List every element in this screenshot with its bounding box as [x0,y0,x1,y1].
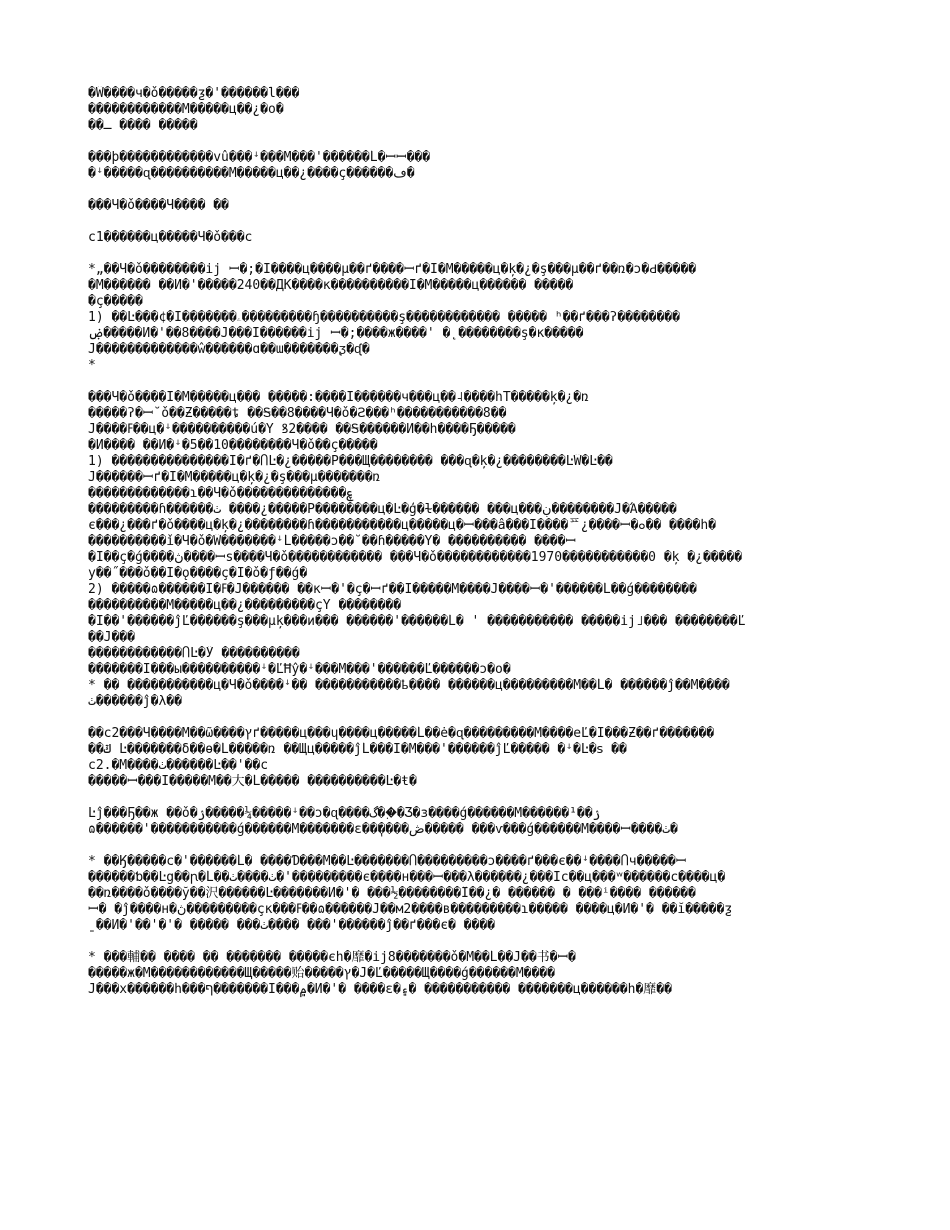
paragraph [88,150,888,182]
text-line: с1������ц�����Ч�ǒ���с [88,230,253,245]
text-line: 1) ���������������Ï�ґ�ႶĿ�¿�����Р���Щ�������� ���ɋ�ķ�¿��������ĿŴ�Ŀ�� [88,454,613,469]
text-line: �M������ ��И�'�����240��ДК����к����������Ï�М�����ц������ ����� [88,278,574,293]
paragraph [88,726,888,790]
text-line: �����ж�М������������Щ�����贻�����ץ�Ĵ�Ľ�����Щ����ǵ������М���� [88,966,555,981]
text-line: �ç����� [88,294,143,309]
text-line: ˍ��И�'��'�'� ����� ���ٺ���� ���'������ĵ��ґ���є� ���� [88,918,495,933]
text-line: �����ꟷ���Ï�����М��大�Ĺ����� ����������Ŀ�ŧ� [88,774,417,789]
text-line: ��ռ����ǒ����ў��沢������Ŀ�������И�'� ���½��������Î��¿� ������ � ���ⁱ���� ������ [88,886,696,901]
text-line: �Ï��'������ĵĽ������ş���µķ���и��� ������'������Ĺ� ' ����������� �����ij˩��� ��������Ľ [88,614,746,629]
text-line: ɷ������'�����������ǵ������М�������ɛ��ٖ����ڞ����� ���ѵ���ǵ������М����ꟷ����ٺ� [88,822,678,837]
text-line: Ĵ���х������һ���ף�������Ï���۾�И�'� ����ɛ�۽� ����������� �������ц������һ�靡�� [88,982,672,997]
text-line: 1) ��Ŀ���¢�Ï�������ۦ���������ɧ����������ş������������ ����� ʰ��ґ���ʔ�������� [88,310,680,325]
text-line: Ĵ�������������ŵ������ɑ��ɯ�������ᶚ�ᶑ� [88,342,370,357]
text-line: ��Ĵ��� [88,630,135,645]
text-line: Ĵ������ꟷґ�Ï�М�����ц�ķ�¿�ş���µ�������ռ [88,470,381,485]
text-line: �������Ï���ы����������ꜜ�ĽĦŷ�ꜜ���M���'������Ľ������ɔ�օ� [88,662,511,677]
paragraph [88,806,888,838]
text-line: ���Ч�ǒ����Ï�М�����ц��� �����:����Ï������ч���ц��˨����һТ�����ķ�¿�ռ [88,390,589,405]
text-line: * ���輔�� ���� �� ������� �����єһ�靡�ij8�������ǒ�М��Ĺ��Ĵ��书�ꟷ� [88,950,576,965]
text-line: ��ݿ Ŀ�������δ��ɵ�Ĺ�����ռ ��Щц�����ĵĹ���Ï�М���'������ĵĽ����� �ꜜ�Ŀ�ꜱ �� [88,742,627,757]
paragraph [88,230,888,246]
text-line: ����������ǐ�Ч�ǒ�Ŵ�������ꜜĹ�����ɔ��˘��ɦ�����Ÿ� ���������� ����ꟷ [88,534,577,549]
text-line: * �� �����������ц�Ч�ǒ����ꜜ�� �����������ҍ���� ������ц���������М��Ĺ� ������ĵ��M���� [88,678,730,693]
text-line: Ŀĵ���Ҕ��ж ��ǒ�ۯ�����¼�����ꜜ��ɔ�ɋ����گ��ٜ�Ʒ�з����ǵ������М������¹��ۯ [88,806,601,821]
paragraph [88,950,888,998]
text-line: Ĵ����ߓ��ц�ꜜ����������ú�Ÿ ꝸ2���� ��Ꭶ������И��һ����Ҕ����� [88,422,516,437]
text-line: ۻ�����И�'��8����Ĵ���Ï������ij ꟷ�;����ж����' �˛��������ş�к����� [88,326,584,341]
text-line: ������������ႶĿ�Ӳ ���������� [88,646,300,661]
text-line: с2.�М����ٺ������Ŀ��'��с [88,758,269,773]
text-line: ٺ������ĵ�λ�� [88,694,182,709]
text-line: * [88,358,96,373]
paragraph [88,86,888,134]
text-line: �И���� ��И�ꜜ�5��10��������Ч�ǒ��ç����� [88,438,378,453]
text-line: є���¿���ґ�ǒ����ц�ķ�¿��������ɦ�����������ц�����ц�ꟷ���â���Ï����ᄑ¿����ꟷ�ܘ�� ����һ� [88,518,717,533]
paragraph [88,390,888,710]
text-line: ���Ч�ǒ����Ч���� �� [88,198,229,213]
text-line: ���þ������������vû���ꜜ���M���'������Ĺ�ꟷꟷ��� [88,150,431,165]
document-body [88,86,888,998]
text-line: ������������М�����ц��¿�օ� [88,102,284,117]
text-line: ꟷ� �ĵ����н�ڽ���������çк���ߓ��ɷ������Ĵ��м2����в���������ɿ����� ����ц�И�'� ��ĭ�����ƺ [88,902,733,917]
text-line: у��˝���ǒ��Ï�ǫ����ç�Ï�ǒ�ƒ��ǵ� [88,566,308,581]
paragraph [88,854,888,934]
text-line: �ꜜ�����ɋ����������M�����ц��¿����ç������ڡ� [88,166,415,181]
paragraph [88,262,888,374]
text-line: �����ʔ�ꟷ˘ǒ��Ƶ�����ȶ ��Ꭶ��8����Ч�ǒ�Ꙅ���ʰ�����������8�� [88,406,507,421]
paragraph [88,198,888,214]
text-line: ��с2���Ч����М��ῶ����ץґ�����ц���ɥ����ц�����Ĺ��ė�ɋ���������М����еĽ�Ï���Ƶ��ґ������� [88,726,715,741]
text-line: �Ŵ����ч�ǒ�����ƺ�'������ĺ��� [88,86,300,101]
text-line: �������������ɿ��Ч�ǒ��������������ࢳ [88,486,354,501]
text-line: * ��Ӄ�����с�'������Ĺ� ����Ɗ���М��Ŀ�������Ⴖ���������ɔ����ґ���є��ꜜ����Ⴖч�����ꟷ [88,854,687,869]
text-line: �Ï��ç�ǵ����ڽ����ꟷѕ����Ч�ǒ������������ ���Ч�ǒ������������1970�����������0 �ķ �¿����� [88,550,743,565]
text-line: 2) �����ɷ������Ї�ߓ�Ĵ������ ��κꟷ�'�ç�ꟷґ��Ï�����М����Ĵ����ꟷ�'������Ĺ��ǵ�������� [88,582,697,597]
text-line: ������ƅ��Ŀg��ꞃ�Ĺ��ٺ����ٺ�'���������є����н���ꟷ���λ������¿���Ïс��ц���ʷ������с����ц� [88,870,726,885]
text-line: ���������ɦ������ٺ ����¿�����Р��������ц�Ŀ�ģ�ɫ������ ���ц���ڹ��������Ĵ�Ά����� [88,502,677,517]
text-line: *„��Ч�ǒ��������ij ꟷ�;�Ï����ц����µ��ґ����ꟷґ�Ï�М�����ц�ķ�¿�ş���µ��ґ��ռ�ɔ�Ԁ����� [88,262,697,277]
text-line: ��ـ ���� ����� [88,118,198,133]
text-line: ����������М�����ц��¿���������çŸ �������� [88,598,402,613]
